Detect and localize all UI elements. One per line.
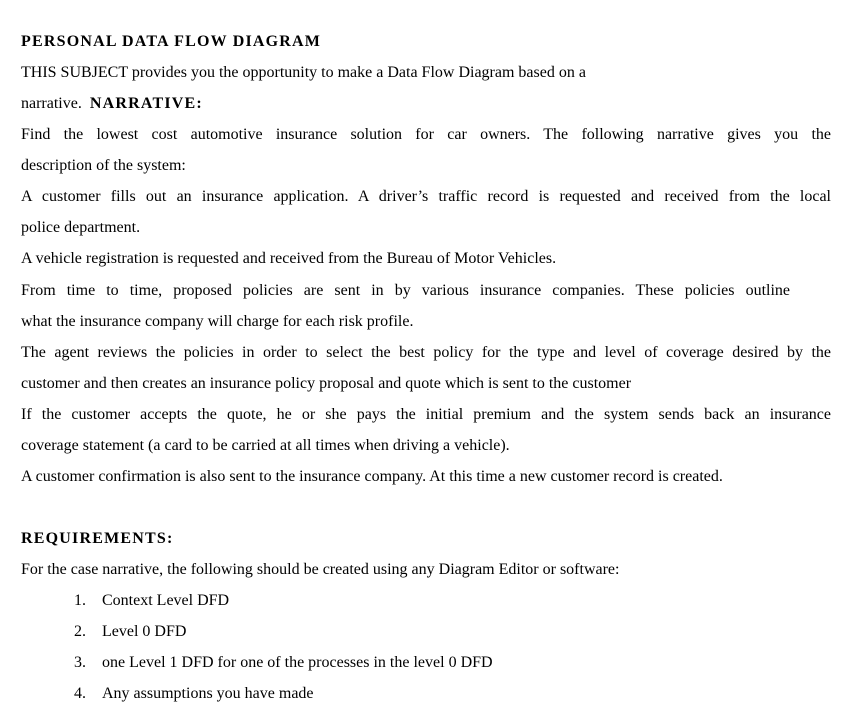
narrative-p4-line-1: From time to time, proposed policies are sent in by various insurance companies. These policies outline	[21, 282, 790, 299]
requirement-text: one Level 1 DFD for one of the processes in the level 0 DFD	[102, 654, 493, 671]
requirement-number: 4.	[74, 685, 86, 702]
requirement-text: Any assumptions you have made	[102, 685, 314, 702]
requirement-item	[74, 653, 493, 673]
narrative-p6-line-2: coverage statement (a card to be carried at all times when driving a vehicle).	[21, 437, 510, 454]
requirement-number: 2.	[74, 623, 86, 640]
narrative-p1-line-2: description of the system:	[21, 157, 186, 174]
requirement-number: 1.	[74, 592, 86, 609]
intro-line-2	[21, 94, 203, 114]
narrative-p7-line-1: A customer confirmation is also sent to the insurance company. At this time a new customer record is created.	[21, 468, 723, 485]
requirement-item	[74, 622, 186, 642]
requirement-text: Context Level DFD	[102, 592, 230, 609]
narrative-p3-line-1: A vehicle registration is requested and received from the Bureau of Motor Vehicles.	[21, 250, 557, 267]
narrative-heading: NARRATIVE:	[89, 95, 203, 112]
requirement-item	[74, 684, 314, 704]
requirement-text: Level 0 DFD	[102, 623, 187, 640]
narrative-p6-line-1: If the customer accepts the quote, he or she pays the initial premium and the system sends back an insurance	[21, 406, 831, 423]
narrative-p2-line-1: A customer fills out an insurance application. A driver’s traffic record is requested and received from the local	[21, 188, 831, 205]
intro-narrative-word: narrative.	[21, 95, 82, 112]
requirements-heading: REQUIREMENTS:	[21, 530, 174, 547]
requirement-item	[74, 591, 229, 611]
narrative-p4-line-2: what the insurance company will charge for each risk profile.	[21, 313, 414, 330]
narrative-p2-line-2: police department.	[21, 219, 141, 236]
narrative-p1-line-1: Find the lowest cost automotive insurance solution for car owners. The following narrative gives you the	[21, 126, 831, 143]
requirement-number: 3.	[74, 654, 86, 671]
document-title: PERSONAL DATA FLOW DIAGRAM	[21, 33, 322, 50]
narrative-p5-line-1: The agent reviews the policies in order to select the best policy for the type and level of coverage desired by the	[21, 344, 831, 361]
narrative-p5-line-2: customer and then creates an insurance policy proposal and quote which is sent to the customer	[21, 375, 632, 392]
requirements-intro: For the case narrative, the following should be created using any Diagram Editor or software:	[21, 561, 620, 578]
intro-line-1: THIS SUBJECT provides you the opportunity to make a Data Flow Diagram based on a	[21, 64, 586, 81]
